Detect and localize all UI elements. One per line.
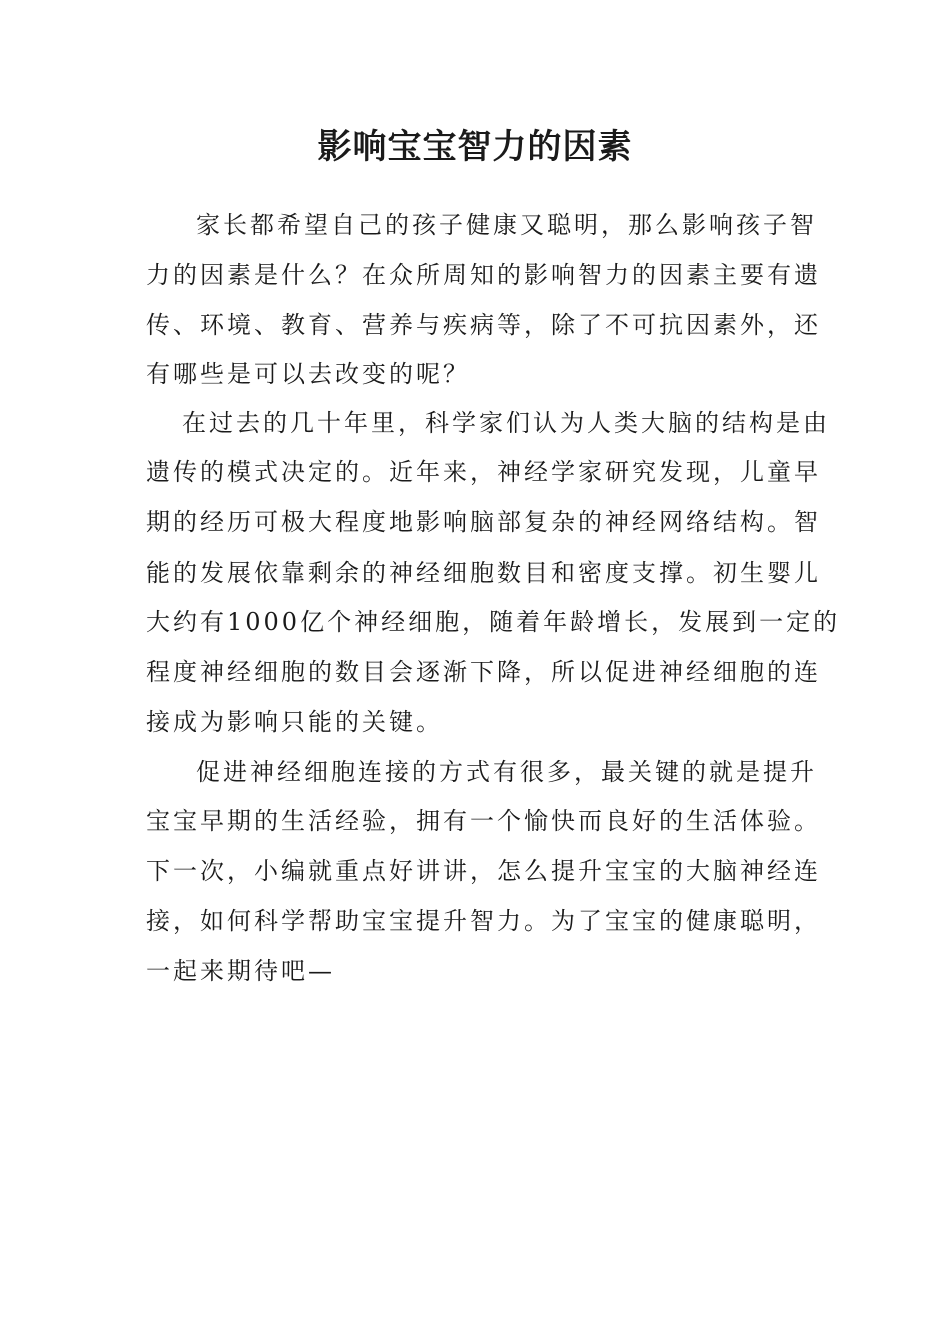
paragraph-3-line-5: 一起来期待吧—	[146, 957, 335, 985]
paragraph-2-line-2: 遗传的模式决定的。近年来，神经学家研究发现，儿童早	[146, 458, 821, 486]
paragraph-2-line-7: 接成为影响只能的关键。	[146, 708, 443, 736]
paragraph-1-line-4: 有哪些是可以去改变的呢？	[146, 360, 470, 388]
paragraph-3-line-4: 接，如何科学帮助宝宝提升智力。为了宝宝的健康聪明，	[146, 907, 821, 935]
paragraph-3-line-2: 宝宝早期的生活经验，拥有一个愉快而良好的生活体验。	[146, 807, 821, 835]
paragraph-3-line-1: 促进神经细胞连接的方式有很多，最关键的就是提升	[196, 758, 817, 786]
paragraph-1-line-3: 传、环境、教育、营养与疾病等，除了不可抗因素外，还	[146, 311, 821, 339]
paragraph-2-line-6: 程度神经细胞的数目会逐渐下降，所以促进神经细胞的连	[146, 658, 821, 686]
paragraph-2-line-1: 在过去的几十年里，科学家们认为人类大脑的结构是由	[182, 409, 830, 437]
paragraph-2-line-3: 期的经历可极大程度地影响脑部复杂的神经网络结构。智	[146, 508, 821, 536]
paragraph-2-line-5: 大约有1000亿个神经细胞，随着年龄增长，发展到一定的	[146, 608, 841, 636]
paragraph-2-line-4: 能的发展依靠剩余的神经细胞数目和密度支撑。初生婴儿	[146, 559, 821, 587]
paragraph-1-line-2: 力的因素是什么？在众所周知的影响智力的因素主要有遗	[146, 261, 821, 289]
document-title: 影响宝宝智力的因素	[317, 127, 633, 167]
paragraph-3-line-3: 下一次，小编就重点好讲讲，怎么提升宝宝的大脑神经连	[146, 857, 821, 885]
paragraph-1-line-1: 家长都希望自己的孩子健康又聪明，那么影响孩子智	[196, 211, 817, 239]
